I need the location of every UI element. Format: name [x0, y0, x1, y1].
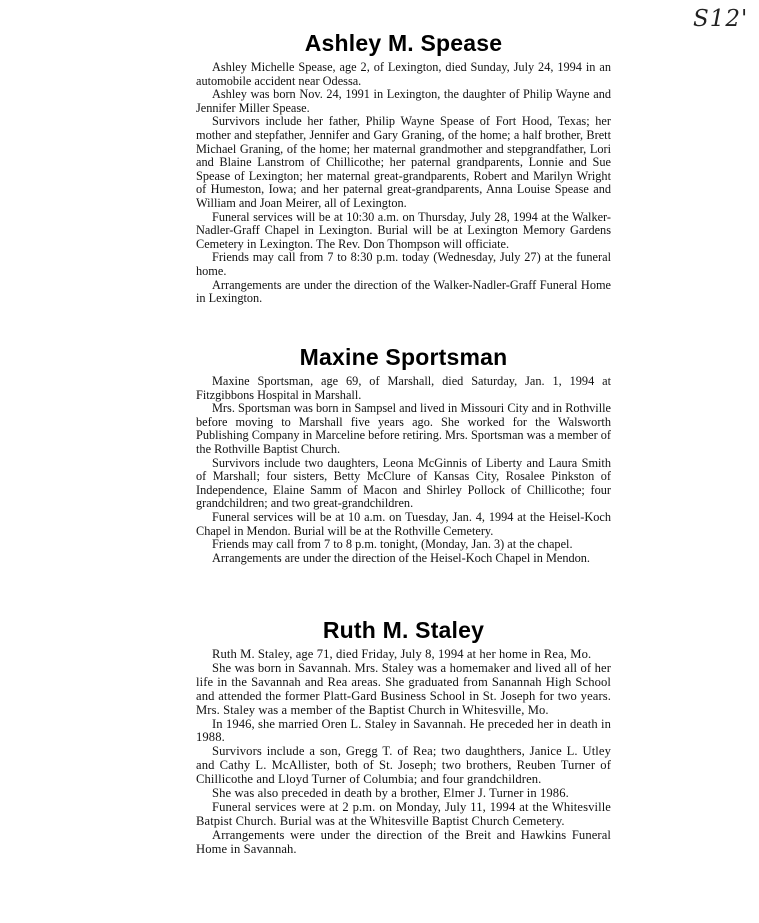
obituary-paragraph: Survivors include a son, Gregg T. of Rea; two daughthers, Janice L. Utley and Cathy L. McAllister, both of St. Joseph; two brothers, Reuben Turner of Chillicothe and Lloyd Turner of Columbia; and four grandchildren.	[196, 744, 611, 787]
obituary-paragraph: Ashley Michelle Spease, age 2, of Lexington, died Sunday, July 24, 1994 in an automobile accident near Odessa.	[196, 60, 611, 88]
obituary-paragraph: Friends may call from 7 to 8 p.m. tonight, (Monday, Jan. 3) at the chapel.	[212, 537, 573, 552]
obituary-paragraph: Funeral services were at 2 p.m. on Monday, July 11, 1994 at the Whitesville Batpist Church. Burial was at the Whitesville Baptist Church Cemetery.	[196, 799, 611, 828]
obituary-name: Ashley M. Spease	[304, 30, 503, 56]
obituary-paragraph: In 1946, she married Oren L. Staley in Savannah. He preceded her in death in 1988.	[196, 716, 611, 745]
obituary-ruth-staley	[196, 617, 611, 857]
obituary-paragraph: Arrangements were under the direction of the Breit and Hawkins Funeral Home in Savannah.	[196, 827, 611, 856]
obituary-paragraph: Ruth M. Staley, age 71, died Friday, July 8, 1994 at her home in Rea, Mo.	[212, 647, 592, 661]
obituary-paragraph: Ashley was born Nov. 24, 1991 in Lexington, the daughter of Philip Wayne and Jennifer Miller Spease.	[196, 87, 611, 115]
obituary-maxine-sportsman	[196, 344, 611, 565]
obituary-paragraph: Mrs. Sportsman was born in Sampsel and lived in Missouri City and in Rothville before moving to Marshall five years ago. She worked for the Walsworth Publishing Company in Marceline before retiring. Mrs. Sportsman was a member of the Rothville Baptist Church.	[196, 401, 611, 456]
obituary-paragraph: She was born in Savannah. Mrs. Staley was a homemaker and lived all of her life in the Savannah and Rea areas. She graduated from Sanannah High School and attended the former Platt-Gard Business School in St. Joseph for two years. Mrs. Staley was a member of the Baptist Church in Whitesville, Mo.	[196, 660, 611, 717]
obituary-ashley-spease	[196, 30, 611, 306]
obituary-paragraph: Funeral services will be at 10:30 a.m. on Thursday, July 28, 1994 at the Walker-Nadler-Graff Chapel in Lexington. Burial will be at Lexington Memory Gardens Cemetery in Lexington. The Rev. Don Thompson will officiate.	[196, 209, 611, 251]
obituary-paragraph: Funeral services will be at 10 a.m. on Tuesday, Jan. 4, 1994 at the Heisel-Koch Chapel in Mendon. Burial will be at the Rothville Cemetery.	[196, 509, 611, 538]
obituary-paragraph: Maxine Sportsman, age 69, of Marshall, died Saturday, Jan. 1, 1994 at Fitzgibbons Hospital in Marshall.	[196, 374, 611, 402]
obituary-paragraph: Survivors include two daughters, Leona McGinnis of Liberty and Laura Smith of Marshall; four sisters, Betty McClure of Kansas City, Rosalee Pinkston of Independence, Elaine Samm of Macon and Shirley Pollock of Chillicothe; four grandchildren; and two great-grandchildren.	[196, 455, 611, 511]
obituary-paragraph: Survivors include her father, Philip Wayne Spease of Fort Hood, Texas; her mother and stepfather, Jennifer and Gary Graning, of the home; a half brother, Brett Michael Graning, of the home; her maternal grandmother and stepgrandfather, Lori and Blaine Lanstrom of Chillicothe; her paternal grandparents, Lonnie and Sue Spease of Lexington; her maternal great-grandparents, Robert and Marilyn Wright of Humeston, Iowa; and her paternal great-grandparents, Anna Louise Spease and William and Joan Meirer, all of Lexington.	[196, 114, 611, 210]
obituary-name: Ruth M. Staley	[322, 617, 485, 643]
obituary-paragraph: Arrangements are under the direction of the Heisel-Koch Chapel in Mendon.	[212, 550, 591, 565]
obituary-paragraph: Friends may call from 7 to 8:30 p.m. today (Wednesday, July 27) at the funeral home.	[196, 250, 611, 278]
obituary-paragraph: Arrangements are under the direction of the Walker-Nadler-Graff Funeral Home in Lexington.	[196, 277, 611, 306]
obituary-paragraph: She was also preceded in death by a brother, Elmer J. Turner in 1986.	[212, 786, 569, 801]
page-number: S12'	[693, 6, 749, 32]
obituary-name: Maxine Sportsman	[299, 344, 508, 370]
